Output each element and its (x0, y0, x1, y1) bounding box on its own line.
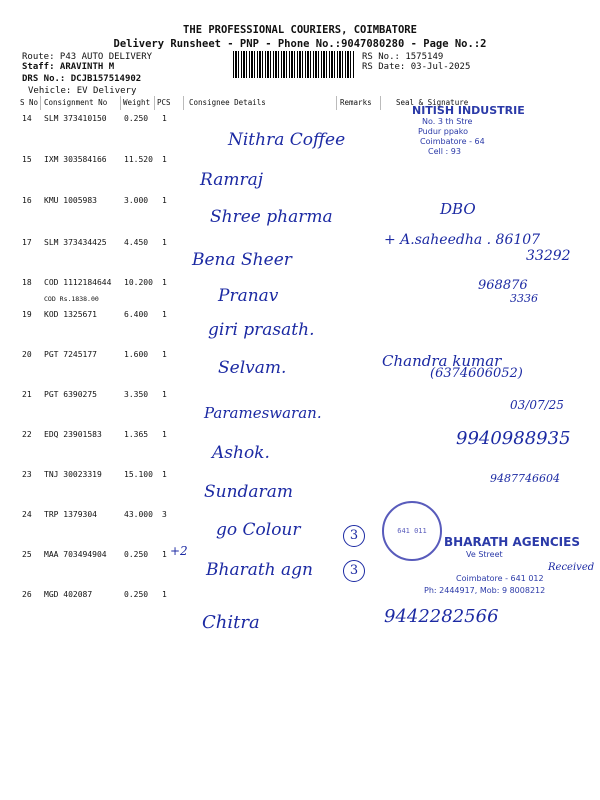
sig-18b: 3336 (510, 292, 538, 305)
col-sno: S No (20, 98, 39, 107)
row-consignment: MAA 703494904 (44, 550, 107, 559)
stamp-line: Coimbatore - 64 (420, 137, 485, 146)
row-weight: 1.365 (124, 430, 149, 439)
col-remarks: Remarks (340, 98, 372, 107)
rs-date: RS Date: 03-Jul-2025 (362, 62, 471, 72)
row-sno: 22 (22, 430, 32, 439)
row-consignee: go Colour (216, 520, 301, 540)
row-weight: 3.350 (124, 390, 149, 399)
row-consignment: PGT 6390275 (44, 390, 97, 399)
row-sno: 25 (22, 550, 32, 559)
col-consignment: Consignment No (44, 98, 108, 107)
stamp-line: Coimbatore - 641 012 (456, 574, 544, 583)
row-pcs: 1 (162, 278, 167, 287)
row-weight: 1.600 (124, 350, 149, 359)
row-sno: 14 (22, 114, 32, 123)
col-seal: Seal & Signature (396, 98, 469, 107)
row-weight: 43.000 (124, 510, 153, 519)
circular-seal: 641 011 (382, 501, 442, 561)
sig-23: 9487746604 (490, 472, 560, 485)
row-pcs: 1 (162, 155, 167, 164)
stamp-line: Pudur ppako (418, 127, 469, 136)
col-consignee: Consignee Details (189, 98, 266, 107)
sig-21: 03/07/25 (510, 398, 564, 412)
row-weight: 0.250 (124, 590, 149, 599)
stamp-line: Ph: 2444917, Mob: 9 8008212 (424, 586, 546, 595)
route: Route: P43 AUTO DELIVERY (22, 52, 153, 62)
col-pcs: PCS (157, 98, 171, 107)
row-weight: 6.400 (124, 310, 149, 319)
drs-no: DRS No.: DCJB157514902 (22, 74, 142, 84)
col-weight: Weight (123, 98, 151, 107)
row-consignment: MGD 402087 (44, 590, 93, 599)
row-pcs: 1 (162, 550, 167, 559)
row-weight: 0.250 (124, 114, 149, 123)
row-pcs: 1 (162, 114, 167, 123)
row-pcs: 1 (162, 238, 167, 247)
row-sno: 15 (22, 155, 32, 164)
row-pcs: 1 (162, 350, 167, 359)
sig-17b: 33292 (526, 248, 571, 264)
row-consignee: Sundaram (204, 482, 293, 502)
row-sno: 24 (22, 510, 32, 519)
row-pcs: 1 (162, 310, 167, 319)
cod-note: COD Rs.1838.00 (44, 295, 99, 303)
pcs-extra: +2 (170, 544, 188, 558)
remark-circle-25: 3 (343, 560, 365, 582)
stamp-name: NITISH INDUSTRIE (412, 104, 525, 117)
row-consignee: Selvam. (218, 358, 287, 378)
row-pcs: 1 (162, 470, 167, 479)
row-consignee: Bharath agn (206, 560, 313, 580)
row-pcs: 3 (162, 510, 167, 519)
row-pcs: 1 (162, 590, 167, 599)
row-consignment: EDQ 23901583 (44, 430, 102, 439)
stamp-line: Cell : 93 (428, 147, 461, 156)
rs-no: RS No.: 1575149 (362, 52, 444, 62)
row-consignment: KMU 1005983 (44, 196, 97, 205)
row-consignee: Chitra (202, 612, 260, 633)
stamp-line: No. 3 th Stre (422, 117, 473, 126)
row-sno: 18 (22, 278, 32, 287)
header-subtitle: Delivery Runsheet - PNP - Phone No.:9047080280 - Page No.:2 (113, 38, 487, 50)
row-weight: 10.200 (124, 278, 153, 287)
stamp-line: Ve Street (466, 550, 503, 559)
row-consignment: SLM 373410150 (44, 114, 107, 123)
row-consignee: Nithra Coffee (228, 130, 346, 150)
stamp-received: Received (548, 562, 595, 573)
row-consignment: KOD 1325671 (44, 310, 97, 319)
row-pcs: 1 (162, 196, 167, 205)
row-consignment: SLM 373434425 (44, 238, 107, 247)
row-consignee: Bena Sheer (192, 250, 292, 270)
stamp-name: BHARATH AGENCIES (444, 535, 580, 549)
remark-circle-24: 3 (343, 525, 365, 547)
sig-16: DBO (440, 200, 476, 218)
row-sno: 17 (22, 238, 32, 247)
sig-18: 968876 (478, 278, 528, 293)
row-weight: 15.100 (124, 470, 153, 479)
staff: Staff: ARAVINTH M (22, 62, 115, 72)
row-consignment: TRP 1379304 (44, 510, 97, 519)
row-consignee: Shree pharma (210, 207, 333, 227)
sig-22: 9940988935 (456, 428, 571, 449)
row-consignment: COD 1112184644 (44, 278, 112, 287)
row-consignee: Parameswaran. (204, 404, 322, 422)
row-consignment: PGT 7245177 (44, 350, 97, 359)
row-weight: 11.520 (124, 155, 153, 164)
row-sno: 26 (22, 590, 32, 599)
row-weight: 3.000 (124, 196, 149, 205)
row-pcs: 1 (162, 390, 167, 399)
row-weight: 4.450 (124, 238, 149, 247)
row-consignee: Ramraj (200, 170, 263, 190)
row-consignee: Pranav (218, 286, 279, 306)
barcode (233, 51, 355, 78)
sig-17a: + A.saheedha . 86107 (384, 232, 541, 248)
row-consignee: Ashok. (212, 443, 270, 463)
vehicle: Vehicle: EV Delivery (28, 86, 137, 96)
row-sno: 19 (22, 310, 32, 319)
row-consignment: IXM 303584166 (44, 155, 107, 164)
row-sno: 16 (22, 196, 32, 205)
row-consignee: giri prasath. (208, 320, 315, 340)
sig-26: 9442282566 (384, 606, 499, 627)
row-consignment: TNJ 30023319 (44, 470, 102, 479)
row-weight: 0.250 (124, 550, 149, 559)
row-sno: 23 (22, 470, 32, 479)
sig-20b: (6374606052) (430, 366, 523, 381)
row-sno: 21 (22, 390, 32, 399)
header-title: THE PROFESSIONAL COURIERS, COIMBATORE (183, 24, 417, 36)
row-pcs: 1 (162, 430, 167, 439)
sig-20a: Chandra kumar (382, 352, 502, 370)
row-sno: 20 (22, 350, 32, 359)
